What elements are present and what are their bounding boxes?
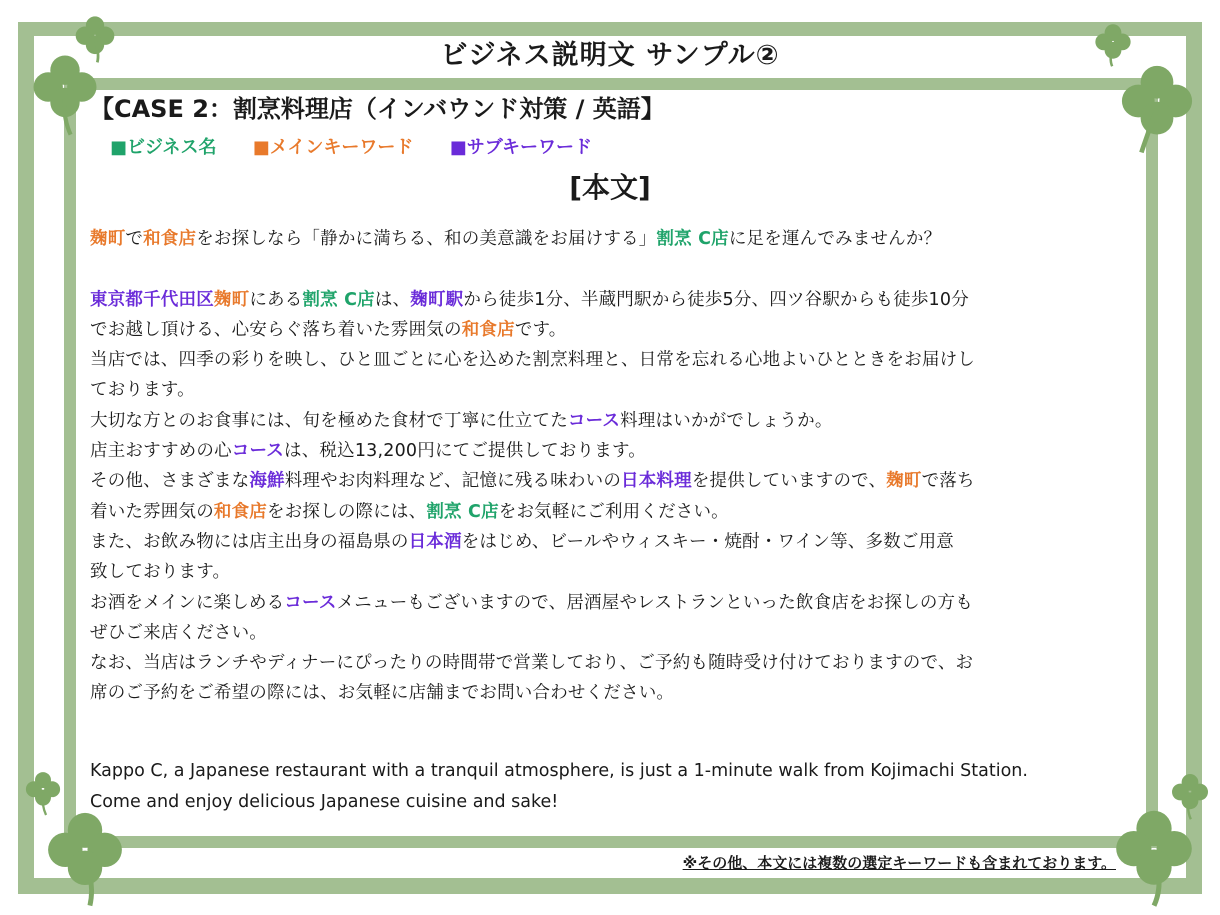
keyword: 麹町 <box>886 471 922 492</box>
text-segment: 料理はいかがでしょうか。 <box>620 410 833 431</box>
text-segment: 料理やお肉料理など、記憶に残る味わいの <box>284 471 622 492</box>
case-heading: 【CASE 2：割烹料理店（インバウンド対策 / 英語】 <box>90 95 665 123</box>
text-segment: をはじめ、ビールやウィスキー・焼酎・ワイン等、多数ご用意 <box>461 531 954 552</box>
keyword: 東京都千代田区 <box>90 289 214 310</box>
text-segment: 大切な方とのお食事には、旬を極めた食材で丁寧に仕立てた <box>90 410 568 431</box>
text-segment: をお探しなら「静かに満ちる、和の美意識をお届けする」 <box>196 229 657 249</box>
english-line: Come and enjoy delicious Japanese cuisine and sake! <box>90 791 559 812</box>
keyword: 割烹 C店 <box>656 229 729 249</box>
blank-line <box>90 254 1150 284</box>
text-segment: で <box>125 229 144 249</box>
text-segment: また、お飲み物には店主出身の福島県の <box>90 531 409 552</box>
footnote: ※その他、本文には複数の選定キーワードも含まれております。 <box>682 854 1116 872</box>
page-title: ビジネス説明文 サンプル② <box>440 40 780 71</box>
keyword: 海鮮 <box>249 471 285 492</box>
text-segment: でお越し頂ける、心安らぐ落ち着いた雰囲気の <box>90 319 462 340</box>
text-segment: 店主おすすめの心 <box>90 441 232 462</box>
body-line <box>90 618 1150 648</box>
text-segment: を提供していますので、 <box>691 471 887 492</box>
body-line <box>90 527 1150 557</box>
text-segment: にある <box>249 289 303 310</box>
body-line <box>90 588 1150 618</box>
text-segment: お酒をメインに楽しめる <box>90 592 285 613</box>
text-segment: です。 <box>514 319 567 340</box>
legend-sub-keyword: ■サブキーワード <box>449 137 592 158</box>
body-text <box>90 224 1150 709</box>
body-line <box>90 375 1150 405</box>
body-line <box>90 406 1150 436</box>
text-segment: 当店では、四季の彩りを映し、ひと皿ごとに心を込めた割烹料理と、日常を忘れる心地よいひとときをお届けし <box>90 350 975 371</box>
keyword: 麹町 <box>213 289 250 310</box>
text-segment: その他、さまざまな <box>90 471 250 492</box>
keyword: 割烹 C店 <box>302 289 375 310</box>
body-line <box>90 678 1150 708</box>
keyword: 麹町駅 <box>410 289 464 310</box>
keyword: 割烹 C店 <box>426 501 499 522</box>
body-line <box>90 285 1150 315</box>
legend-main-keyword: ■メインキーワード <box>252 137 414 158</box>
clover-icon <box>1112 806 1196 908</box>
body-line <box>90 315 1150 345</box>
text-segment: から徒歩1分、半蔵門駅から徒歩5分、四ツ谷駅からも徒歩10分 <box>463 289 969 310</box>
text-segment: 着いた雰囲気の <box>90 501 214 522</box>
text-segment: に足を運んでみませんか？ <box>728 229 942 249</box>
body-line <box>90 497 1150 527</box>
text-segment: 席のご予約をご希望の際には、お気軽に店舗までお問い合わせください。 <box>90 683 675 704</box>
text-segment: ぜひご来店ください。 <box>90 622 267 643</box>
text-segment: なお、当店はランチやディナーにぴったりの時間帯で営業しており、ご予約も随時受け付けておりますので、お <box>90 653 974 674</box>
keyword: 麹町 <box>90 229 126 249</box>
keyword: 和食店 <box>461 319 515 340</box>
text-segment: をお探しの際には、 <box>267 501 427 522</box>
text-segment: をお気軽にご利用ください。 <box>498 501 729 522</box>
color-legend <box>110 136 622 160</box>
text-segment: メニューもございますので、居酒屋やレストランといった飲食店をお探しの方も <box>336 592 973 613</box>
keyword: コース <box>567 410 621 431</box>
keyword: 和食店 <box>143 229 197 249</box>
text-segment: ております。 <box>90 380 195 401</box>
keyword: 日本料理 <box>621 471 692 492</box>
body-line <box>90 648 1150 678</box>
keyword: 日本酒 <box>408 531 462 552</box>
keyword: コース <box>284 592 337 613</box>
body-title: [本文] <box>569 171 651 204</box>
english-line: Kappo C, a Japanese restaurant with a tranquil atmosphere, is just a 1-minute walk from Kojimachi Station. <box>90 761 1028 781</box>
text-segment: 致しております。 <box>90 562 231 583</box>
body-line <box>90 224 1150 254</box>
clover-icon <box>44 808 126 908</box>
text-segment: は、税込13,200円にてご提供しております。 <box>284 441 646 462</box>
text-segment: は、 <box>374 289 411 310</box>
body-line <box>90 436 1150 466</box>
body-line <box>90 466 1150 496</box>
keyword: コース <box>231 441 285 462</box>
body-line <box>90 345 1150 375</box>
body-line <box>90 557 1150 587</box>
text-segment: で落ち <box>921 471 975 492</box>
keyword: 和食店 <box>213 501 268 522</box>
legend-business-name: ■ビジネス名 <box>110 137 217 158</box>
english-description <box>90 756 1028 817</box>
